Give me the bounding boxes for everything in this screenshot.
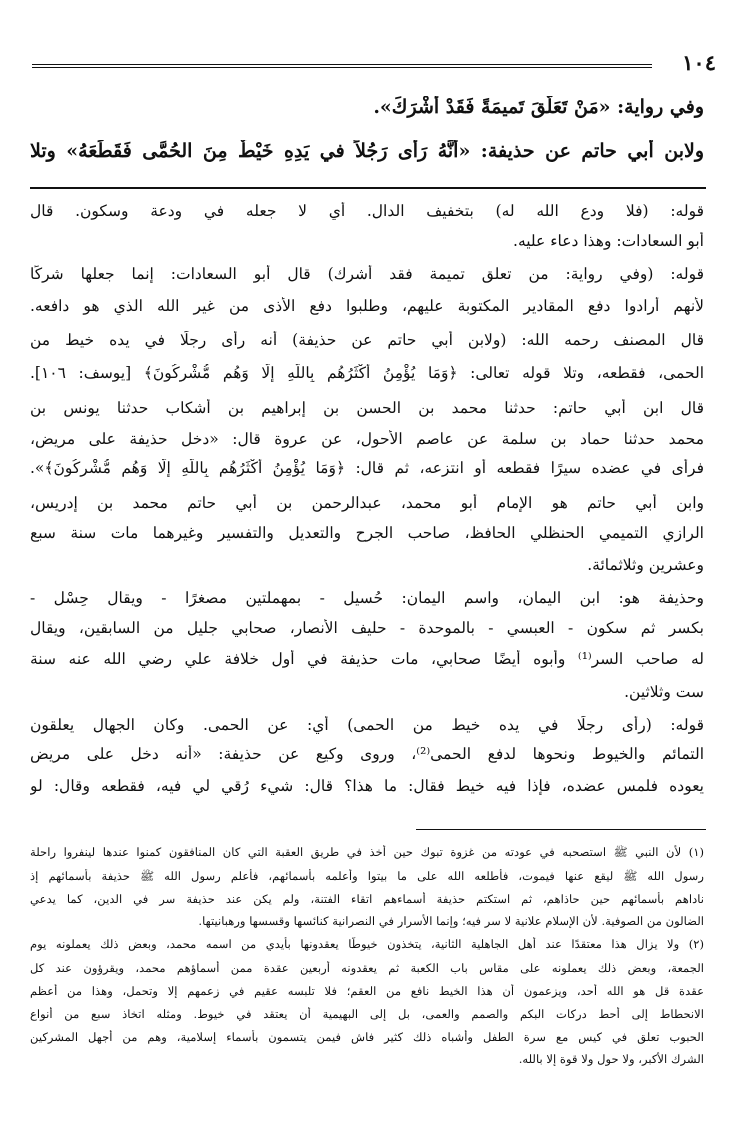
- body-line: بكسر ثم سكون - العبسي - بالموحدة - حليف الأنصار، صحابي جليل من السابقين، ويقال: [30, 619, 704, 637]
- body-line: وعشرين وثلاثمائة.: [587, 556, 704, 574]
- body-line: قوله: (رأى رجلًا في يده خيط من الحمى) أي: عن الحمى. وكان الجهال يعلقون: [30, 716, 704, 734]
- body-line: التمائم والخيوط ونحوها لدفع الحمى⁽²⁾، وروى وكيع عن حذيفة: «أنه دخل على مريض: [30, 745, 704, 763]
- footnote-line: الضالون من الصوفية. لأن الإسلام علانية لا سر فيه؛ وإنما الأسرار في النصرانية كنائسها وقسسها ورهبانيتها.: [198, 914, 704, 928]
- page-header: [32, 52, 716, 74]
- hadith-line: ولابن أبي حاتم عن حذيفة: «أَنَّهُ رَأَى رَجُلاً في يَدِهِ خَيْطٌ مِنَ الحُمَّى فَقَطَعَهُ» وتلا: [30, 140, 704, 162]
- footnote-line: ناداهم بأسمائهم حين حاذاهم، ثم استكتم حذيفة أسماءهم اتقاء الفتنة، ولم يكن عند حذيفة سر في الدين، كما يدعي: [30, 892, 704, 906]
- page-number: ١٠٤: [682, 50, 716, 75]
- body-line: قوله: (فلا ودع الله له) بتخفيف الدال. أي لا جعله في ودعة وسكون. قال: [30, 202, 704, 220]
- footnote-line: الجمعة، وبعض ذلك يعملونه على مقاس باب الكعبة ثم يعقدونه أربعين عقدة ممن أسماؤهم محمد، ويقرؤون عند كل: [30, 961, 704, 975]
- section-divider: [30, 187, 706, 189]
- body-line: لأنهم أرادوا دفع المقادير المكتوبة عليهم، وطلبوا دفع الأذى من غير الله الذي هو دافعه.: [30, 297, 704, 315]
- body-line: له صاحب السر⁽¹⁾ وأبوه أيضًا صحابي، مات حذيفة في أول خلافة علي رضي الله عنه سنة: [30, 650, 704, 668]
- body-line: فرأى في عضده سيرًا فقطعه أو انتزعه، ثم قال: ﴿وَمَا يُؤْمِنُ أَكْثَرُهُم بِاللَّهِ إِلَّا وَهُم مُّشْرِكُونَ﴾».: [30, 459, 704, 477]
- body-line: الحمى، فقطعه، وتلا قوله تعالى: ﴿وَمَا يُؤْمِنُ أَكْثَرُهُم بِاللَّهِ إِلَّا وَهُم مُّشْرِكُونَ﴾ [يوسف: ١٠٦].: [30, 364, 704, 382]
- footnote-line: رسول الله ﷺ ليقع عنها فيموت، فأطلعه الله على ما بيتوا وأعلمه بأسمائهم، فأعلم رسول الله ﷺ حذيفة بأسمائهم إذ: [30, 869, 704, 883]
- body-line: ست وثلاثين.: [624, 683, 704, 701]
- hadith-line: وفي رواية: «مَنْ تَعَلَّقَ تَميمَةً فَقَدْ أَشْرَكَ».: [373, 96, 704, 118]
- body-line: وحذيفة هو: ابن اليمان، واسم اليمان: حُسيل - بمهملتين مصغرًا - ويقال حِسْل -: [30, 589, 704, 607]
- footnote-line: عقدة قل هو الله أحد، ويزعمون أن هذا الخيط نافع من العقم؛ فلا تلبسه عقيم في زعمهم إلا وتحمل، وهذا من أعظم: [30, 984, 704, 998]
- footnote-line: (٢) ولا يزال هذا معتقدًا عند أهل الجاهلية الثانية، يتخذون خيوطًا يعقدونها بأيدي من اسمه محمد، وبعض ذلك يعملونه يوم: [30, 937, 704, 951]
- body-line: الرازي التميمي الحنظلي الحافظ، صاحب الجرح والتعديل والتفسير وغيرهما مات سنة سبع: [30, 524, 704, 542]
- body-line: محمد حدثنا حماد بن سلمة عن عاصم الأحول، عن عروة قال: «دخل حذيفة على مريض،: [30, 430, 704, 448]
- body-line: يعوده فلمس عضده، فإذا فيه خيط فقال: ما هذا؟ قال: شيء رُقي لي فيه، فقطعه وقال: لو: [30, 777, 704, 795]
- footnote-line: (١) لأن النبي ﷺ استصحبه في عودته من غزوة تبوك حين أخذ في طريق العقبة التي كان المنافقون كمنوا عندها لينفروا راحلة: [30, 845, 704, 859]
- body-line: قوله: (وفي رواية: من تعلق تميمة فقد أشرك) قال أبو السعادات: إنما جعلها شركًا: [30, 265, 704, 283]
- body-line: أبو السعادات: وهذا دعاء عليه.: [513, 232, 704, 250]
- footnote-line: الشرك الأكبر، ولا حول ولا قوة إلا بالله.: [518, 1052, 704, 1066]
- body-line: قال ابن أبي حاتم: حدثنا محمد بن الحسن بن إبراهيم بن أشكاب حدثنا يونس بن: [30, 399, 704, 417]
- body-line: قال المصنف رحمه الله: (ولابن أبي حاتم عن حذيفة) أنه رأى رجلًا في يده خيط من: [30, 331, 704, 349]
- footnote-divider: [416, 829, 706, 830]
- footnote-line: الانحطاط إلى أحط دركات البكم والصمم والعمى، بل إلى البهيمية أن يعتقد في خيوط. ومثله اتخاذ سبع من أنواع: [30, 1007, 704, 1021]
- footnote-line: الحبوب تعلق في كيس مع سرة الطفل وأشباه ذلك كثير فاش فيمن يتسمون بأسماء إسلامية، وهم من أجهل المشركين: [30, 1030, 704, 1044]
- header-rule: [32, 64, 652, 68]
- body-line: وابن أبي حاتم هو الإمام أبو محمد، عبدالرحمن بن أبي حاتم محمد بن إدريس،: [30, 494, 704, 512]
